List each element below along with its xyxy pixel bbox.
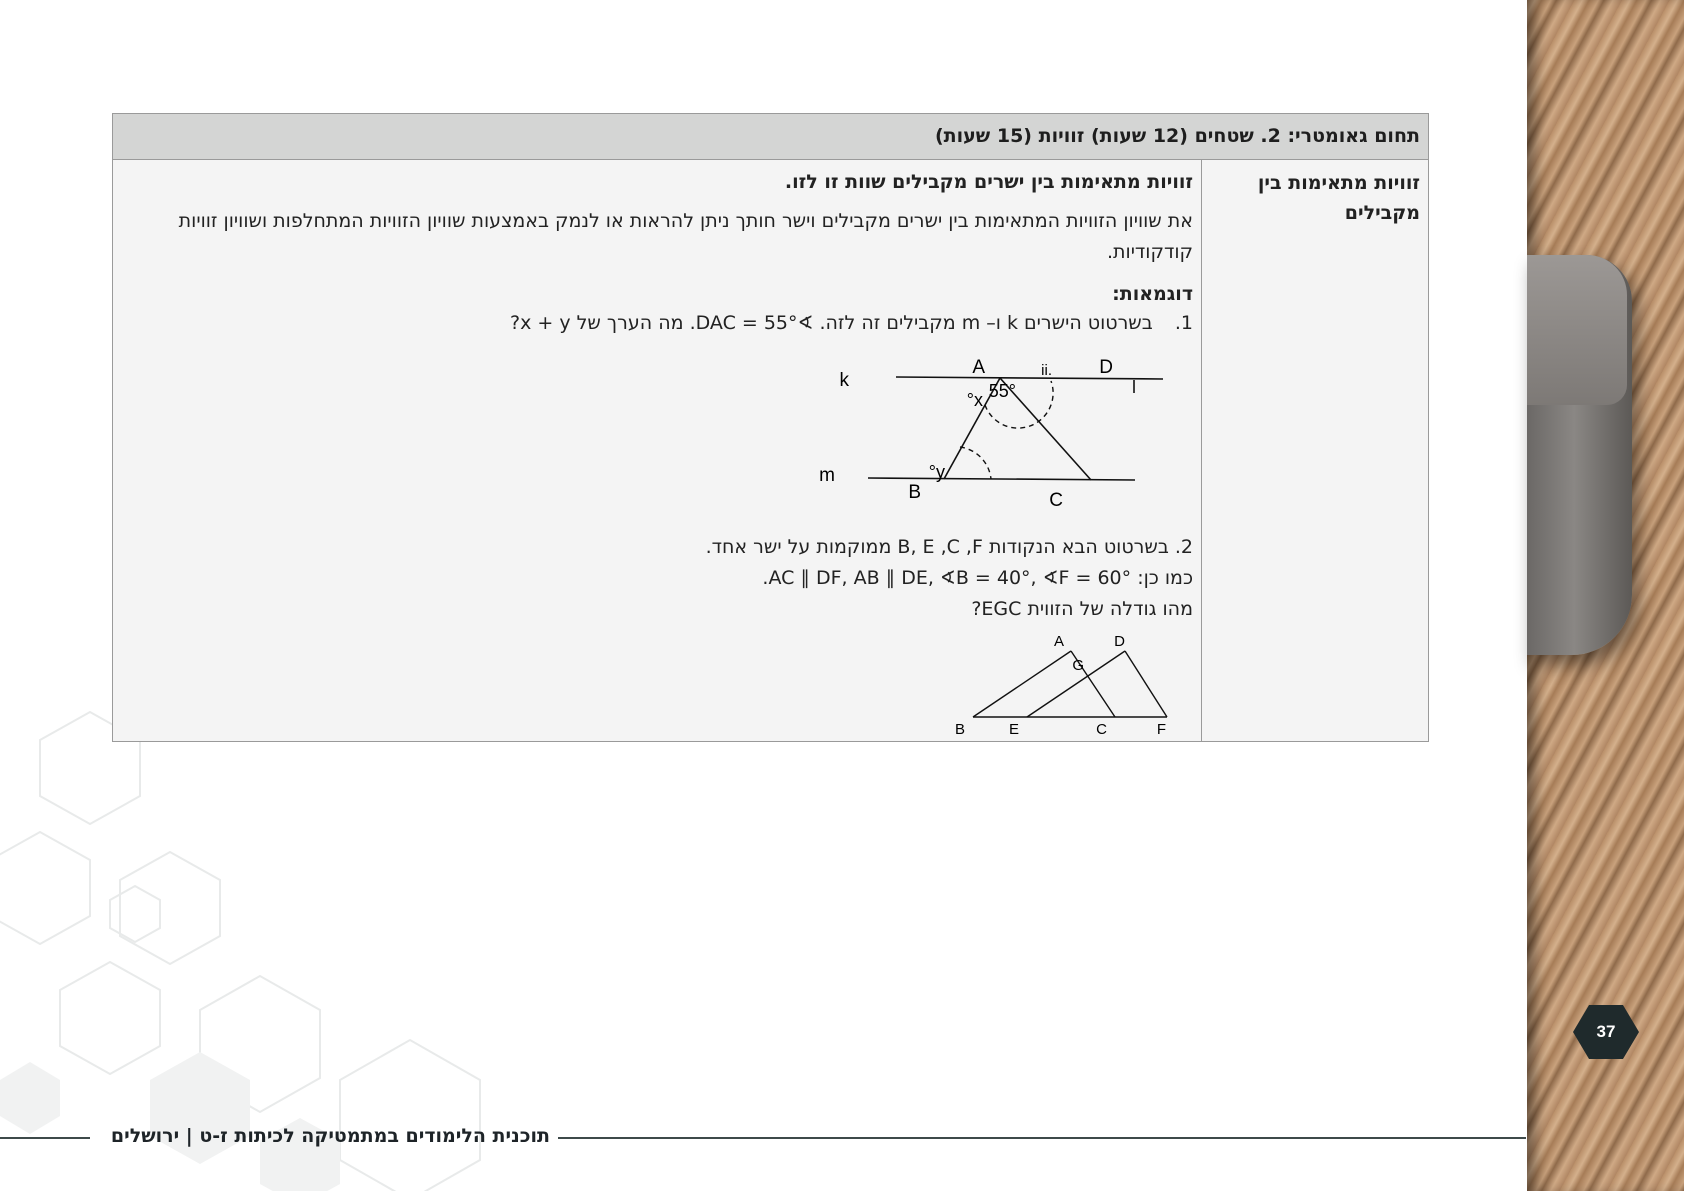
line-k-label: k [839,370,849,391]
example-1-question [145,308,1193,339]
angle-55-label: 55° [988,381,1016,401]
point-a-label: A [972,357,985,378]
example-2-block [393,532,1193,625]
footer-text: תוכנית הלימודים במתמטיקה לכיתות ז-ט | ירושלים [110,1125,550,1147]
wooden-block-top [1527,255,1627,405]
footer-rule-right [558,1137,1526,1139]
point-b2-label: B [954,721,965,738]
example-2-line-1: 2. בשרטוט הבא הנקודות B, E ,C ,F ממוקמות על ישר אחד. [705,536,1193,558]
content-cell [113,160,1201,741]
example-2-line-2: כמו כן: AC ∥ DF, AB ∥ DE, ∢B = 40°, ∢F = 60°. [762,567,1193,589]
example-1-diagram [819,356,1173,528]
point-f-label: F [1156,721,1166,738]
content-paragraph: את שוויון הזוויות המתאימות בין ישרים מקבילים וישר חותך ניתן להראות או לנמק באמצעות שוויון הזוויות המתחלפות ושוויון זוויות קודקודיות. [178,210,1193,263]
line-m-label: m [819,465,835,486]
angle-y-label: y° [928,462,945,482]
example-1-number: 1. [1174,312,1193,334]
hexagon-background-pattern [0,700,560,1191]
point-c-label: C [1049,490,1063,511]
point-e-label: E [1008,721,1019,738]
point-a2-label: A [1053,633,1064,650]
point-b-label: B [908,482,921,503]
point-c2-label: C [1096,721,1107,738]
topic-name: זוויות מתאימות בין מקבילים [1257,172,1420,224]
ii-label: .ii [1041,362,1052,379]
page-number-badge [1573,1003,1639,1061]
example-2-diagram [954,630,1201,740]
footer-rule-left [0,1137,90,1139]
content-table [112,113,1429,742]
example-1-text: בשרטוט הישרים k ו– m מקבילים זה לזה. ∢DAC = 55°. מה הערך של x + y? [510,312,1153,334]
point-g-label: G [1072,657,1084,674]
angle-x-label: x° [966,390,983,410]
examples-title: דוגמאות: [1112,283,1193,305]
table-header: תחום גאומטרי: 2. שטחים (12 שעות) זוויות (15 שעות) [113,114,1428,160]
point-d2-label: D [1114,633,1125,650]
content-subtitle: זוויות מתאימות בין ישרים מקבילים שוות זו לזו. [784,171,1193,193]
page-number: 37 [1596,1022,1616,1041]
example-2-line-3: מהו גודלה של הזווית EGC? [971,598,1193,620]
topic-cell [1201,160,1428,741]
point-d-label: D [1099,357,1113,378]
